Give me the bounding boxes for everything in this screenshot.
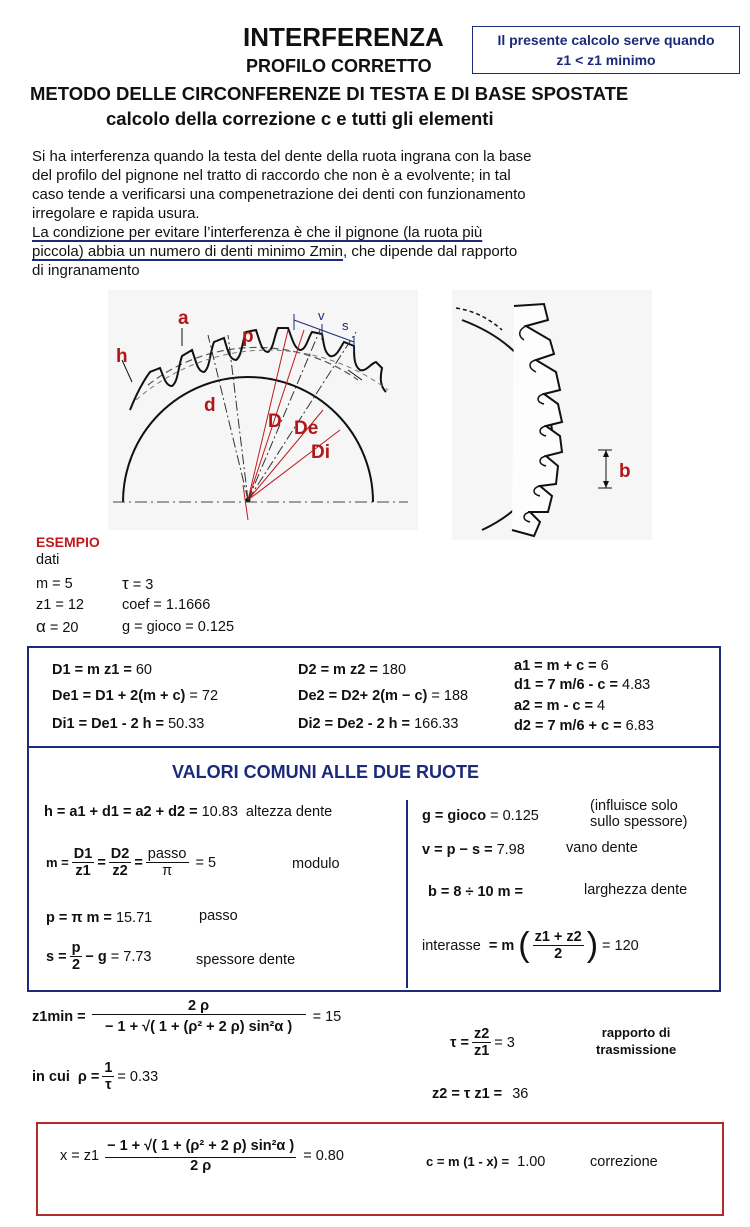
eq-D1-value: 60 <box>135 662 152 678</box>
eq-d2-lhs: d2 = 7 m/6 + c = <box>514 718 622 734</box>
eq-c <box>426 1154 545 1170</box>
eq-passo <box>46 910 152 926</box>
frac-num: passo <box>147 846 187 862</box>
frac-den: π <box>162 863 173 879</box>
frac-num: D2 <box>110 846 130 862</box>
eq-a2 <box>514 698 605 714</box>
frac-den: z1 <box>75 863 91 879</box>
intro-paragraph <box>32 147 632 280</box>
input-gioco: g = gioco = 0.125 <box>122 619 235 635</box>
example-heading: ESEMPIO <box>36 534 100 550</box>
frac-D2-z2 <box>109 846 132 879</box>
eq-interasse <box>422 926 639 965</box>
c-lhs: c = m (1 - x) = <box>426 1154 510 1169</box>
eq-larghezza: b = 8 ÷ 10 m = <box>428 884 524 900</box>
eq-De1-value: = 72 <box>189 688 219 704</box>
frac-num: D1 <box>73 846 93 862</box>
eq-a2-value: 4 <box>597 698 606 714</box>
intro-underlined: piccola) abbia un numero di denti minimo Zmin <box>32 243 343 260</box>
eq-h-value: 10.83 <box>201 804 238 820</box>
common-heading: VALORI COMUNI ALLE DUE RUOTE <box>172 762 479 782</box>
correzione-label: correzione <box>590 1154 658 1170</box>
frac-den: z2 <box>112 863 128 879</box>
eq-a2-lhs: a2 = m - c = <box>514 698 593 714</box>
eq-d1 <box>514 677 650 693</box>
rho-value: = 0.33 <box>117 1068 159 1085</box>
intro-line <box>32 242 632 261</box>
intro-line: irregolare e rapida usura. <box>32 205 200 222</box>
dati-label: dati <box>36 552 60 568</box>
rapporto-label <box>596 1024 676 1058</box>
frac-num: p <box>71 940 81 956</box>
eq-tau <box>450 1026 515 1059</box>
eq-spessore <box>46 940 152 973</box>
frac-z1z2-2 <box>533 929 584 962</box>
frac-z1min <box>92 998 306 1035</box>
intro-line: del profilo del pignone nel tratto di raccordo che non è a evolvente; in tal <box>32 167 511 184</box>
gear-diagram-right <box>452 290 652 540</box>
frac-den: 2 <box>71 957 81 973</box>
eq-D2 <box>298 662 406 678</box>
common-divider <box>406 800 408 988</box>
eq-a1-value: 6 <box>600 658 609 674</box>
eq-a1 <box>514 658 609 674</box>
gear-diagram-left <box>108 290 418 530</box>
calc-heading: calcolo della correzione c e tutti gli elementi <box>106 108 494 129</box>
gioco-note-line1: (influisce solo <box>590 798 678 814</box>
label-d: d <box>204 395 216 416</box>
eq-Di1 <box>52 716 204 732</box>
equals-sign: = <box>97 854 106 871</box>
z1min-lhs: z1min = <box>32 1008 86 1025</box>
eq-Di1-value: 50.33 <box>168 716 205 732</box>
page-subtitle: PROFILO CORRETTO <box>246 56 432 76</box>
eq-x <box>60 1138 344 1174</box>
eq-g-value: = 0.125 <box>490 808 539 824</box>
frac-num: 2 ρ <box>92 998 306 1015</box>
x-value: = 0.80 <box>303 1148 344 1164</box>
eq-D2-value: 180 <box>381 662 407 678</box>
intro-line: caso tende a verificarsi una compenetrazione dei denti con funzionamento <box>32 186 526 203</box>
input-m: m = 5 <box>36 576 73 592</box>
tau-value: = 3 <box>494 1034 515 1051</box>
vano-label: vano dente <box>566 840 638 856</box>
intro-line: di ingranamento <box>32 262 140 279</box>
eq-Di2-value: 166.33 <box>414 716 459 732</box>
eq-v-value: 7.98 <box>496 842 525 858</box>
z1min-value: = 15 <box>312 1008 342 1025</box>
gioco-note-line2: sullo spessore) <box>590 814 688 830</box>
eq-D2-lhs: D2 = m z2 = <box>298 662 378 678</box>
eq-vano <box>422 842 525 858</box>
eq-Di1-lhs: Di1 = De1 - 2 h = <box>52 716 165 732</box>
eq-De2 <box>298 688 468 704</box>
frac-num: 1 <box>104 1060 113 1076</box>
eq-D1-lhs: D1 = m z1 = <box>52 662 132 678</box>
frac-num: z1 + z2 <box>534 929 582 945</box>
intro-line: La condizione per evitare l’interferenza è che il pignone (la ruota più <box>32 224 483 241</box>
paren-open: ( <box>518 926 530 964</box>
label-a: a <box>178 308 189 329</box>
label-v: v <box>318 308 325 323</box>
frac-D1-z1 <box>72 846 95 879</box>
frac-x <box>105 1138 296 1174</box>
frac-den: 2 ρ <box>190 1158 212 1174</box>
intro-rest: , che dipende dal rapporto <box>342 243 518 260</box>
eq-s-lhs: s = <box>46 948 67 965</box>
eq-m-lhs: m = <box>46 855 69 870</box>
eq-z2 <box>432 1086 528 1102</box>
z2-lhs: z2 = τ z1 = <box>432 1086 503 1102</box>
note-line1: Il presente calcolo serve quando <box>497 32 715 48</box>
larghezza-label: larghezza dente <box>584 882 688 898</box>
input-alpha <box>36 617 78 637</box>
eq-p-lhs: p = π m = <box>46 910 112 926</box>
eq-m-value: = 5 <box>195 854 217 871</box>
label-p: p <box>242 326 254 347</box>
spessore-label: spessore dente <box>196 952 296 968</box>
label-De: De <box>294 418 319 439</box>
eq-v-lhs: v = p − s = <box>422 842 493 858</box>
alpha-value: = 20 <box>45 620 79 636</box>
eq-modulo <box>46 846 216 879</box>
eq-De1-lhs: De1 = D1 + 2(m + c) <box>52 688 186 704</box>
frac-passo-pi <box>146 846 189 879</box>
frac-den: τ <box>105 1077 112 1093</box>
eq-rho <box>32 1060 158 1093</box>
x-lhs: x = z1 <box>60 1148 100 1164</box>
eq-i-value: = 120 <box>602 937 639 954</box>
frac-rho <box>102 1060 114 1093</box>
eq-gioco <box>422 808 539 824</box>
eq-d1-value: 4.83 <box>622 677 651 693</box>
note-line2: z1 < z1 minimo <box>556 52 656 68</box>
eq-s-rest: − g <box>85 948 107 965</box>
label-b: b <box>619 461 631 482</box>
eq-h-lhs: h = a1 + d1 = a2 + d2 = <box>44 804 198 820</box>
frac-num: z2 <box>473 1026 490 1042</box>
frac-den: z1 <box>473 1043 490 1059</box>
input-z1: z1 = 12 <box>36 597 84 613</box>
frac-p-2 <box>70 940 83 973</box>
frac-den: − 1 + √( 1 + (ρ² + 2 ρ) sin²α ) <box>105 1019 293 1035</box>
eq-Di2 <box>298 716 458 732</box>
eq-Di2-lhs: Di2 = De2 - 2 h = <box>298 716 411 732</box>
eq-D1 <box>52 662 152 678</box>
z2-value: 36 <box>512 1086 529 1102</box>
frac-num: − 1 + √( 1 + (ρ² + 2 ρ) sin²α ) <box>105 1138 296 1158</box>
interasse-label: interasse <box>422 937 481 954</box>
eq-h <box>44 804 332 820</box>
eq-p-value: 15.71 <box>115 910 153 926</box>
eq-z1min <box>32 998 341 1035</box>
modulo-label: modulo <box>292 856 340 872</box>
frac-tau <box>472 1026 491 1059</box>
frac-den: 2 <box>554 946 563 962</box>
eq-a1-lhs: a1 = m + c = <box>514 658 597 674</box>
label-s: s <box>342 318 349 333</box>
eq-De1 <box>52 688 218 704</box>
eq-De2-value: = 188 <box>431 688 469 704</box>
rapporto-line2: trasmissione <box>596 1042 677 1057</box>
rapporto-line1: rapporto di <box>601 1025 671 1040</box>
tau-lhs: τ = <box>450 1034 469 1051</box>
label-Di: Di <box>311 442 330 463</box>
alpha-symbol: α <box>36 617 46 636</box>
input-coef: coef = 1.1666 <box>122 597 211 613</box>
c-value: 1.00 <box>517 1154 546 1170</box>
input-tau <box>122 574 153 594</box>
page-title: INTERFERENZA <box>243 22 444 52</box>
eq-d1-lhs: d1 = 7 m/6 - c = <box>514 677 618 693</box>
tau-symbol: τ <box>122 574 129 593</box>
eq-s-value: = 7.73 <box>110 948 152 965</box>
incui-label: in cui <box>32 1068 70 1085</box>
label-D: D <box>268 411 282 432</box>
eq-g-lhs: g = gioco <box>422 808 487 824</box>
intro-line: Si ha interferenza quando la testa del dente della ruota ingrana con la base <box>32 148 532 165</box>
passo-label: passo <box>199 908 238 924</box>
note-box <box>472 26 740 74</box>
rho-lhs: ρ = <box>77 1068 100 1085</box>
label-h: h <box>116 346 128 367</box>
paren-close: ) <box>586 926 599 964</box>
method-heading: METODO DELLE CIRCONFERENZE DI TESTA E DI BASE SPOSTATE <box>30 83 629 104</box>
equals-sign: = <box>134 854 143 871</box>
tau-value: = 3 <box>128 577 154 593</box>
eq-i-lhs: = m <box>488 937 515 954</box>
eq-h-label: altezza dente <box>245 804 333 820</box>
gioco-note <box>590 798 688 830</box>
eq-De2-lhs: De2 = D2+ 2(m − c) <box>298 688 428 704</box>
eq-d2-value: 6.83 <box>625 718 654 734</box>
eq-d2 <box>514 718 654 734</box>
